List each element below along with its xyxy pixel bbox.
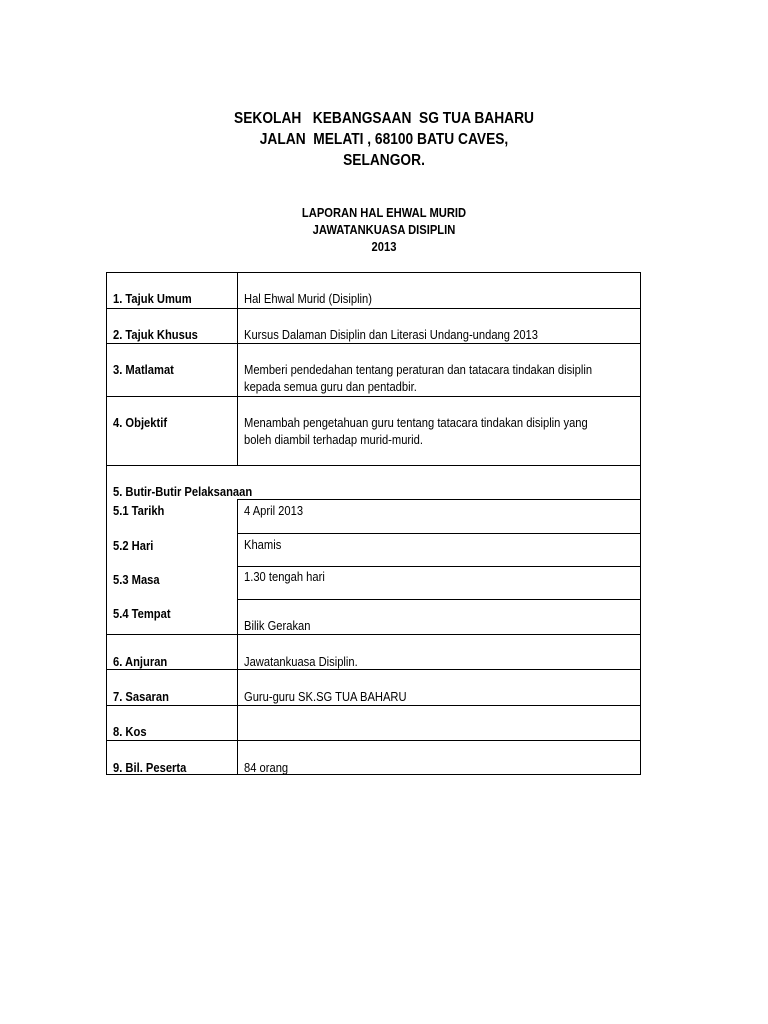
label-tajuk-khusus: 2. Tajuk Khusus — [113, 327, 198, 342]
table-divider-lower — [237, 499, 238, 775]
school-header — [54, 108, 714, 171]
label-hari: 5.2 Hari — [113, 538, 154, 553]
table-row-border — [237, 599, 641, 600]
label-tempat: 5.4 Tempat — [113, 606, 171, 621]
table-row-border — [106, 669, 641, 670]
label-butir-pelaksanaan: 5. Butir-Butir Pelaksanaan — [113, 484, 253, 499]
table-divider-upper — [237, 272, 238, 465]
label-tajuk-umum: 1. Tajuk Umum — [113, 291, 192, 306]
label-masa: 5.3 Masa — [113, 572, 160, 587]
table-row-border — [106, 396, 641, 397]
label-anjuran: 6. Anjuran — [113, 654, 168, 669]
report-year: 2013 — [371, 239, 397, 254]
table-row-border — [106, 705, 641, 706]
label-tarikh: 5.1 Tarikh — [113, 503, 165, 518]
label-kos: 8. Kos — [113, 724, 147, 739]
value-sasaran: Guru-guru SK.SG TUA BAHARU — [244, 689, 407, 704]
table-row-border — [106, 634, 641, 635]
label-matlamat: 3. Matlamat — [113, 362, 174, 377]
report-title-line-1: LAPORAN HAL EHWAL MURID — [301, 205, 467, 220]
report-title-line-2: JAWATANKUASA DISIPLIN — [312, 222, 456, 237]
value-masa: 1.30 tengah hari — [244, 569, 325, 584]
school-state: SELANGOR. — [343, 152, 425, 169]
value-matlamat-line-2: kepada semua guru dan pentadbir. — [244, 379, 417, 394]
report-title — [54, 204, 714, 255]
value-matlamat-line-1: Memberi pendedahan tentang peraturan dan tatacara tindakan disiplin — [244, 362, 593, 377]
label-bil-peserta: 9. Bil. Peserta — [113, 760, 187, 775]
school-name: SEKOLAH KEBANGSAAN SG TUA BAHARU — [234, 110, 534, 127]
value-tempat: Bilik Gerakan — [244, 618, 311, 633]
table-row-border — [237, 533, 641, 534]
table-row-border — [106, 308, 641, 309]
value-tarikh: 4 April 2013 — [244, 503, 304, 518]
value-hari: Khamis — [244, 537, 282, 552]
value-tajuk-umum: Hal Ehwal Murid (Disiplin) — [244, 291, 372, 306]
label-sasaran: 7. Sasaran — [113, 689, 169, 704]
value-bil-peserta: 84 orang — [244, 760, 289, 775]
table-row-border — [106, 465, 641, 466]
table-row-border — [237, 566, 641, 567]
school-address: JALAN MELATI , 68100 BATU CAVES, — [259, 131, 509, 148]
label-objektif: 4. Objektif — [113, 415, 168, 430]
table-row-border — [106, 740, 641, 741]
table-row-border — [237, 499, 641, 500]
value-objektif-line-2: boleh diambil terhadap murid-murid. — [244, 432, 423, 447]
value-objektif-line-1: Menambah pengetahuan guru tentang tatacara tindakan disiplin yang — [244, 415, 588, 430]
value-anjuran: Jawatankuasa Disiplin. — [244, 654, 358, 669]
table-row-border — [106, 343, 641, 344]
value-tajuk-khusus: Kursus Dalaman Disiplin dan Literasi Undang-undang 2013 — [244, 327, 538, 342]
